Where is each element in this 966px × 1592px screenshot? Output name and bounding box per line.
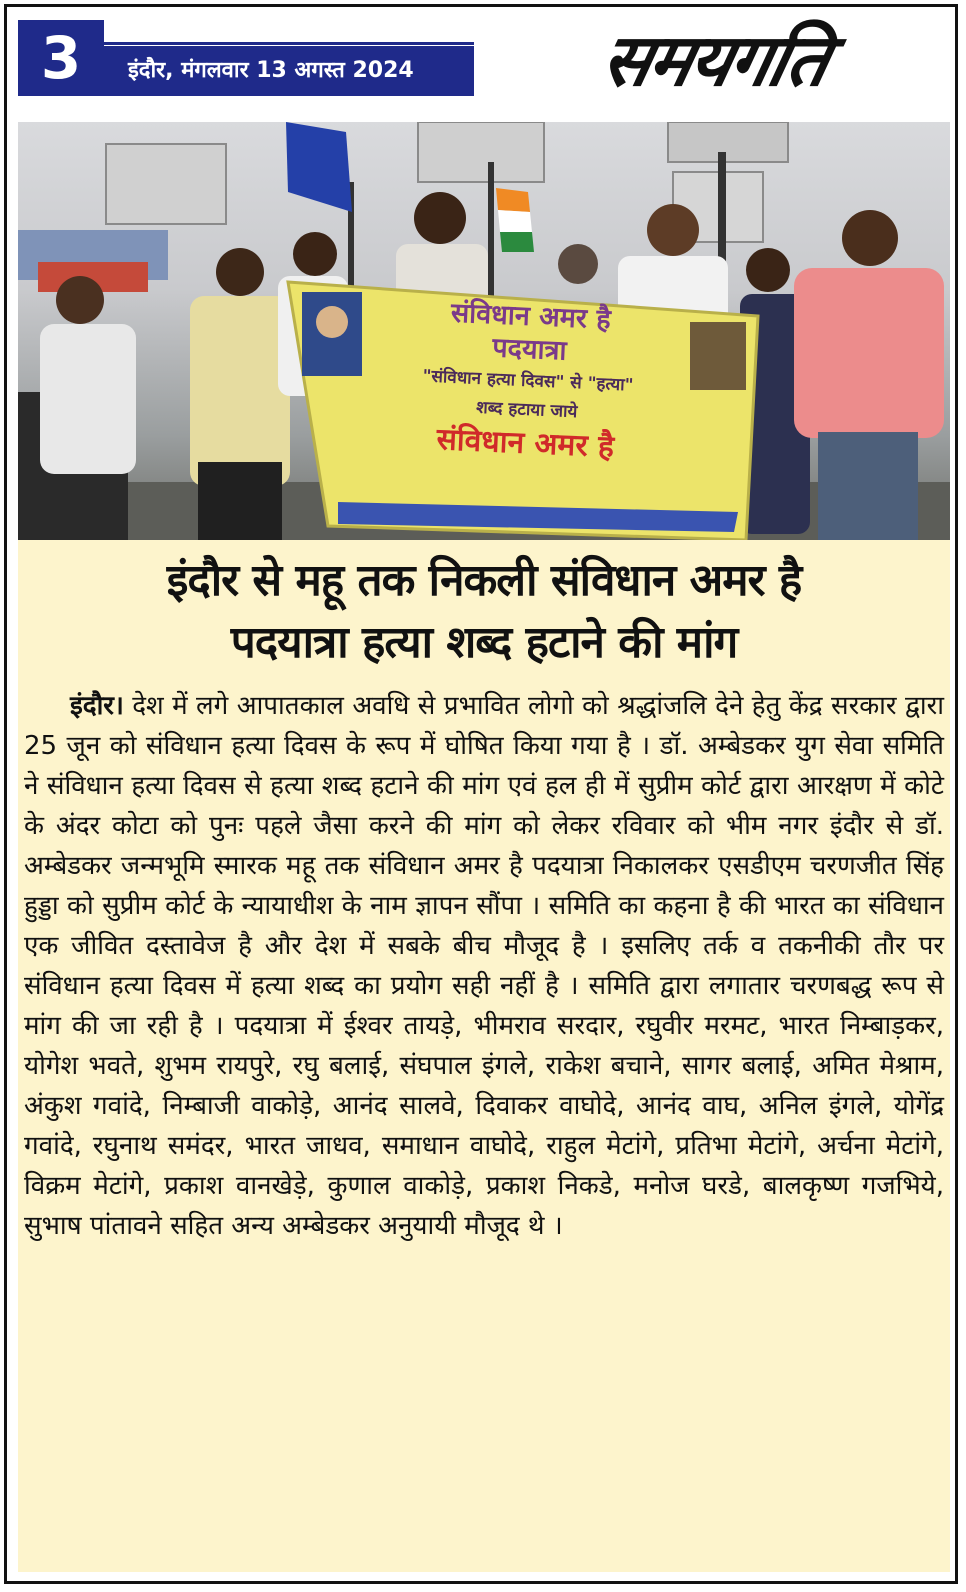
banner-line-5: संविधान अमर है	[435, 422, 615, 465]
tricolour-flag	[496, 188, 530, 212]
banner-text-block	[345, 292, 712, 472]
page-number: 3	[18, 20, 104, 96]
placard-left	[106, 144, 226, 224]
placard-right	[668, 122, 788, 162]
masthead-logo: समयगति	[594, 18, 836, 102]
headline-line-1: इंदौर से महू तक निकली संविधान अमर है	[166, 555, 802, 606]
news-photo	[18, 122, 950, 540]
article-headline	[18, 550, 950, 674]
banner-line-3: "संविधान हत्या दिवस" से "हत्या"	[422, 366, 634, 396]
headline-line-2: पदयात्रा हत्या शब्द हटाने की मांग	[230, 617, 738, 668]
placard-center	[418, 122, 544, 182]
article-dateline: इंदौर।	[70, 691, 124, 721]
banner-line-4: शब्द हटाया जाये	[475, 397, 578, 423]
news-article	[18, 540, 950, 1572]
article-body-text: देश में लगे आपातकाल अवधि से प्रभावित लोगो को श्रद्धांजलि देने हेतु केंद्र सरकार द्वारा 25 जून को संविधान हत्या दिवस के रूप में घोषित किया गया है । डॉ. अम्बेडकर युग सेवा समिति ने संविधान हत्या दिवस से हत्या शब्द हटाने की मांग एवं हल ही में सुप्रीम कोर्ट द्वारा आरक्षण में कोटे के अंदर कोटा को पुनः पहले जैसा करने की मांग को लेकर रविवार को भीम नगर इंदौर से डॉ. अम्बेडकर जन्मभूमि स्मारक महू तक संविधान अमर है पदयात्रा निकालकर एसडीएम चरणजीत सिंह हुड्डा को सुप्रीम कोर्ट के न्यायाधीश के नाम ज्ञापन सौंपा । समिति का कहना है की भारत का संविधान एक जीवित दस्तावेज है और देश में सबके बीच मौजूद है । इसलिए तर्क व तकनीकी तौर पर संविधान हत्या दिवस में हत्या शब्द का प्रयोग सही नहीं है । समिति द्वारा लगातार चरणबद्ध रूप से मांग की जा रही है । पदयात्रा में ईश्वर तायड़े, भीमराव सरदार, रघुवीर मरमट, भारत निम्बाड़कर, योगेश भवते, शुभम रायपुरे, रघु बलाई, संघपाल इंगले, राकेश बचाने, सागर बलाई, अमित मेश्राम, अंकुश गवांदे, निम्बाजी वाकोड़े, आनंद सालवे, दिवाकर वाघोदे, आनंद वाघ, अनिल इंगले, योगेंद्र गवांदे, रघुनाथ समंदर, भारत जाधव, समाधान वाघोदे, राहुल मेटांगे, प्रतिभा मेटांगे, अर्चना मेटांगे, विक्रम मेटांगे, प्रकाश वानखेड़े, कुणाल वाकोड़े, प्रकाश निकडे, मनोज घरडे, बालकृष्ण गजभिये, सुभाष पांतावने सहित अन्य अम्बेडकर अनुयायी मौजूद थे ।	[24, 691, 945, 1241]
article-body	[24, 686, 944, 1246]
banner-line-1: संविधान अमर है	[450, 297, 612, 336]
blue-flag	[286, 122, 352, 212]
date-line: इंदौर, मंगलवार 13 अगस्त 2024	[104, 46, 474, 96]
newspaper-header	[14, 16, 950, 100]
banner-line-2: पदयात्रा	[491, 332, 568, 367]
